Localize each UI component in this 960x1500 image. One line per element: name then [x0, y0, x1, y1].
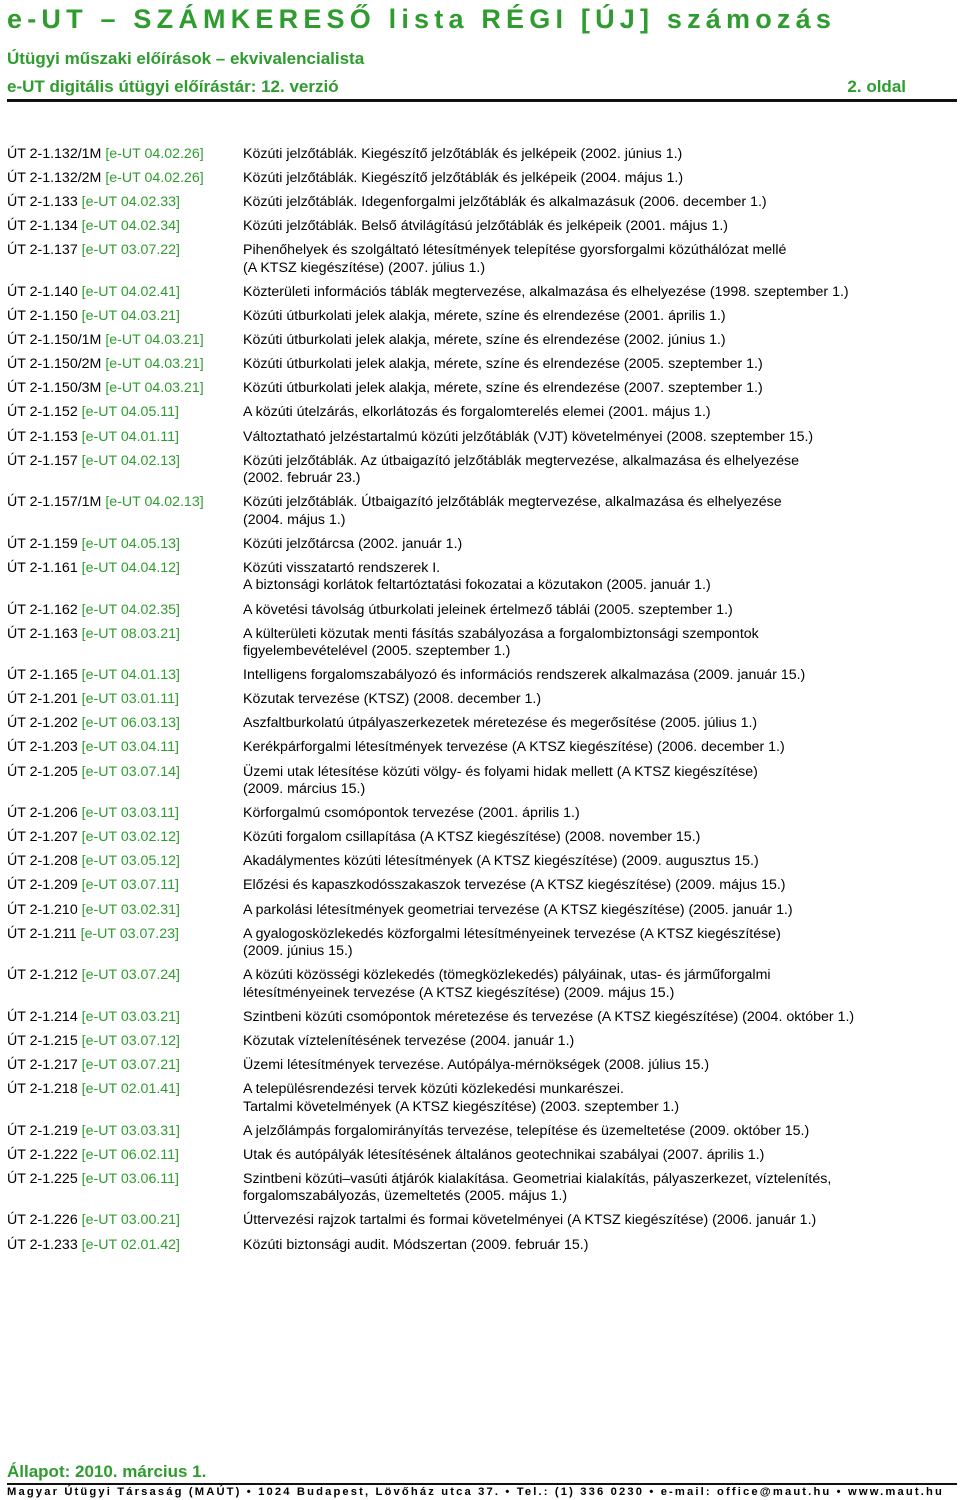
- old-code: ÚT 2-1.209: [7, 877, 78, 894]
- old-code: ÚT 2-1.226: [7, 1212, 78, 1229]
- standard-description: Aszfaltburkolatú útpályaszerkezetek méretezése és megerősítése (2005. július 1.): [243, 715, 758, 732]
- old-code: ÚT 2-1.132/1M: [7, 146, 102, 162]
- standard-description: Üzemi létesítmények tervezése. Autópálya-mérnökségek (2008. július 15.): [243, 1057, 710, 1073]
- standard-codes: [7, 170, 243, 188]
- standard-description: Pihenőhelyek és szolgáltató létesítmények telepítése gyorsforgalmi közúthálózat mellé (A KTSZ kiegészítése) (2007. július 1.): [243, 242, 787, 276]
- list-item: [7, 926, 952, 961]
- new-code: [e-UT 03.01.11]: [81, 691, 179, 708]
- list-item: [7, 853, 952, 871]
- standard-codes: [7, 1033, 243, 1051]
- standard-description: Közúti jelzőtáblák. Útbaigazító jelzőtáblák megtervezése, alkalmazása és elhelyezése (2004. május 1.): [243, 494, 782, 528]
- standard-codes: [7, 218, 243, 236]
- old-code: ÚT 2-1.201: [7, 691, 78, 708]
- new-code: [e-UT 03.02.31]: [81, 901, 180, 918]
- new-code: [e-UT 08.03.21]: [81, 625, 180, 642]
- standard-description: Közterületi információs táblák megtervezése, alkalmazása és elhelyezése (1998. szeptember 1.): [243, 283, 849, 300]
- footer-divider: [7, 1483, 957, 1485]
- list-item: [7, 494, 952, 529]
- standard-codes: [7, 1123, 243, 1141]
- standard-description: Közúti jelzőtárcsa (2002. január 1.): [243, 535, 463, 552]
- standard-codes: [7, 1237, 243, 1255]
- standard-codes: [7, 764, 243, 799]
- standard-description: Közúti forgalom csillapítása (A KTSZ kiegészítése) (2008. november 15.): [243, 829, 701, 846]
- new-code: [e-UT 04.03.21]: [81, 308, 180, 325]
- old-code: ÚT 2-1.211: [7, 925, 77, 942]
- standard-codes: [7, 967, 243, 1002]
- standard-description: A közúti útelzárás, elkorlátozás és forgalomterelés elemei (2001. május 1.): [243, 404, 711, 421]
- old-code: ÚT 2-1.153: [7, 428, 78, 445]
- standard-description: Kerékpárforgalmi létesítmények tervezése (A KTSZ kiegészítése) (2006. december 1.): [243, 739, 785, 756]
- list-item: [7, 308, 952, 326]
- old-code: ÚT 2-1.152: [7, 404, 78, 421]
- list-item: [7, 877, 952, 895]
- new-code: [e-UT 02.01.42]: [81, 1236, 180, 1253]
- list-item: [7, 536, 952, 554]
- old-code: ÚT 2-1.208: [7, 853, 78, 870]
- list-item: [7, 902, 952, 920]
- header-divider: [7, 99, 957, 102]
- standard-description: Utak és autópályák létesítésének általános geotechnikai szabályai (2007. április 1.): [243, 1146, 765, 1163]
- list-item: [7, 1237, 952, 1255]
- new-code: [e-UT 03.07.22]: [81, 242, 180, 259]
- standard-codes: [7, 926, 243, 961]
- standard-codes: [7, 829, 243, 847]
- list-item: [7, 1033, 952, 1051]
- old-code: ÚT 2-1.205: [7, 763, 78, 780]
- new-code: [e-UT 04.05.13]: [81, 535, 180, 552]
- standard-description: A követési távolság útburkolati jeleinek értelmező táblái (2005. szeptember 1.): [243, 601, 733, 618]
- old-code: ÚT 2-1.132/2M: [7, 170, 102, 187]
- standard-codes: [7, 1081, 243, 1116]
- old-code: ÚT 2-1.150/1M: [7, 332, 102, 349]
- status-date: Állapot: 2010. március 1.: [7, 1462, 207, 1481]
- standard-codes: [7, 1009, 243, 1027]
- new-code: [e-UT 04.03.21]: [105, 356, 204, 373]
- page-number: 2. oldal: [847, 77, 906, 96]
- standard-codes: [7, 667, 243, 685]
- old-code: ÚT 2-1.206: [7, 805, 78, 822]
- document-title: e-UT – SZÁMKERESŐ lista RÉGI [ÚJ] számozás: [7, 4, 837, 34]
- standard-description: Közúti útburkolati jelek alakja, mérete, színe és elrendezése (2007. szeptember 1.): [243, 380, 763, 397]
- list-item: [7, 967, 952, 1002]
- new-code: [e-UT 06.02.11]: [81, 1146, 179, 1163]
- old-code: ÚT 2-1.222: [7, 1146, 78, 1163]
- version-label: e-UT digitális útügyi előírástár: 12. verzió: [7, 77, 339, 96]
- list-item: [7, 1123, 952, 1141]
- list-item: [7, 626, 952, 661]
- list-item: [7, 1081, 952, 1116]
- standard-description: Szintbeni közúti–vasúti átjárók kialakítása. Geometriai kialakítás, pályaszerkezet, víztelenítés, forgalomszabályozás, üzemeltetés (2005. május 1.): [243, 1170, 832, 1205]
- old-code: ÚT 2-1.150: [7, 308, 78, 325]
- standard-description: A külterületi közutak menti fásítás szabályozása a forgalombiztonsági szempontok figyelembevételével (2005. szeptember 1.): [243, 625, 759, 660]
- standard-codes: [7, 1212, 243, 1230]
- new-code: [e-UT 04.02.26]: [105, 170, 204, 187]
- list-item: [7, 453, 952, 488]
- new-code: [e-UT 04.01.11]: [81, 428, 179, 445]
- new-code: [e-UT 03.07.11]: [81, 877, 179, 894]
- old-code: ÚT 2-1.163: [7, 625, 78, 642]
- publisher-contact: Magyar Útügyi Társaság (MAÚT) • 1024 Budapest, Lövőház utca 37. • Tel.: (1) 336 0230 • e-mail: office@maut.hu • www.maut.hu: [7, 1486, 944, 1498]
- standard-description: Körforgalmú csomópontok tervezése (2001. április 1.): [243, 805, 580, 822]
- list-item: [7, 602, 952, 620]
- standard-codes: [7, 308, 243, 326]
- list-item: [7, 1171, 952, 1206]
- standard-codes: [7, 560, 243, 595]
- new-code: [e-UT 03.04.11]: [81, 739, 179, 756]
- old-code: ÚT 2-1.137: [7, 242, 78, 259]
- list-item: [7, 1147, 952, 1165]
- list-item: [7, 242, 952, 277]
- standard-description: Közúti visszatartó rendszerek I. A biztonsági korlátok feltartóztatási fokozatai a közutakon (2005. január 1.): [243, 559, 711, 594]
- standard-codes: [7, 626, 243, 661]
- old-code: ÚT 2-1.140: [7, 283, 78, 300]
- standard-codes: [7, 536, 243, 554]
- new-code: [e-UT 04.05.11]: [81, 404, 179, 421]
- new-code: [e-UT 03.07.14]: [81, 763, 180, 780]
- standard-codes: [7, 453, 243, 488]
- new-code: [e-UT 03.00.21]: [81, 1212, 180, 1229]
- new-code: [e-UT 03.07.24]: [81, 967, 180, 984]
- new-code: [e-UT 04.02.41]: [81, 283, 180, 300]
- standard-description: Előzési és kapaszkodósszakaszok tervezése (A KTSZ kiegészítése) (2009. május 15.): [243, 877, 786, 894]
- old-code: ÚT 2-1.217: [7, 1057, 78, 1073]
- standard-description: Intelligens forgalomszabályozó és információs rendszerek alkalmazása (2009. január 15.): [243, 667, 806, 684]
- new-code: [e-UT 04.02.26]: [105, 146, 204, 162]
- list-item: [7, 715, 952, 733]
- standard-description: A jelzőlámpás forgalomirányítás tervezése, telepítése és üzemeltetése (2009. október 15.): [243, 1122, 810, 1139]
- list-item: [7, 1212, 952, 1230]
- old-code: ÚT 2-1.150/3M: [7, 380, 102, 397]
- list-item: [7, 356, 952, 374]
- standard-codes: [7, 715, 243, 733]
- standard-description: Szintbeni közúti csomópontok méretezése és tervezése (A KTSZ kiegészítése) (2004. október 1.): [243, 1008, 855, 1025]
- new-code: [e-UT 03.03.11]: [81, 805, 179, 822]
- standard-description: Közúti jelzőtáblák. Kiegészítő jelzőtáblák és jelképeik (2002. június 1.): [243, 146, 683, 162]
- old-code: ÚT 2-1.157/1M: [7, 494, 102, 511]
- old-code: ÚT 2-1.219: [7, 1122, 78, 1139]
- old-code: ÚT 2-1.210: [7, 901, 78, 918]
- standard-codes: [7, 602, 243, 620]
- new-code: [e-UT 04.02.34]: [81, 218, 180, 235]
- standard-codes: [7, 146, 243, 164]
- old-code: ÚT 2-1.157: [7, 452, 78, 469]
- standard-description: Közutak tervezése (KTSZ) (2008. december 1.): [243, 691, 542, 708]
- equivalence-list: [7, 146, 952, 1261]
- standard-description: Közutak víztelenítésének tervezése (2004. január 1.): [243, 1032, 575, 1049]
- standard-codes: [7, 332, 243, 350]
- standard-description: Közúti jelzőtáblák. Az útbaigazító jelzőtáblák megtervezése, alkalmazása és elhelyezése (2002. február 23.): [243, 452, 799, 487]
- new-code: [e-UT 06.03.13]: [81, 715, 180, 732]
- new-code: [e-UT 04.02.13]: [105, 494, 204, 511]
- standard-description: A parkolási létesítmények geometriai tervezése (A KTSZ kiegészítése) (2005. január 1.): [243, 901, 793, 918]
- old-code: ÚT 2-1.134: [7, 218, 78, 235]
- old-code: ÚT 2-1.133: [7, 194, 78, 211]
- list-item: [7, 170, 952, 188]
- list-item: [7, 560, 952, 595]
- standard-codes: [7, 194, 243, 212]
- standard-codes: [7, 805, 243, 823]
- standard-description: A településrendezési tervek közúti közlekedési munkarészei. Tartalmi követelmények (A KTSZ kiegészítése) (2003. szeptember 1.): [243, 1081, 680, 1115]
- list-item: [7, 146, 952, 164]
- standard-description: Közúti jelzőtáblák. Kiegészítő jelzőtáblák és jelképeik (2004. május 1.): [243, 170, 684, 187]
- list-item: [7, 829, 952, 847]
- list-item: [7, 764, 952, 799]
- standard-codes: [7, 380, 243, 398]
- list-item: [7, 194, 952, 212]
- standard-description: Közúti jelzőtáblák. Idegenforgalmi jelzőtáblák és alkalmazásuk (2006. december 1.): [243, 194, 767, 211]
- new-code: [e-UT 03.05.12]: [81, 853, 180, 870]
- old-code: ÚT 2-1.207: [7, 829, 78, 846]
- new-code: [e-UT 03.06.11]: [81, 1170, 179, 1187]
- standard-description: A gyalogosközlekedés közforgalmi létesítményeinek tervezése (A KTSZ kiegészítése) (2009. június 15.): [243, 925, 781, 960]
- list-item: [7, 667, 952, 685]
- old-code: ÚT 2-1.215: [7, 1032, 78, 1049]
- standard-description: Úttervezési rajzok tartalmi és formai követelményei (A KTSZ kiegészítése) (2006. január 1.): [243, 1212, 817, 1229]
- list-item: [7, 404, 952, 422]
- list-item: [7, 1057, 952, 1075]
- standard-codes: [7, 691, 243, 709]
- new-code: [e-UT 03.03.21]: [81, 1008, 180, 1025]
- standard-codes: [7, 739, 243, 757]
- list-item: [7, 429, 952, 447]
- new-code: [e-UT 03.07.12]: [81, 1032, 180, 1049]
- standard-codes: [7, 404, 243, 422]
- list-item: [7, 332, 952, 350]
- standard-codes: [7, 356, 243, 374]
- list-item: [7, 739, 952, 757]
- standard-codes: [7, 1057, 243, 1075]
- new-code: [e-UT 04.03.21]: [105, 332, 204, 349]
- list-item: [7, 805, 952, 823]
- old-code: ÚT 2-1.202: [7, 715, 78, 732]
- standard-description: Közúti jelzőtáblák. Belső átvilágítású jelzőtáblák és jelképeik (2001. május 1.): [243, 218, 729, 235]
- standard-description: Akadálymentes közúti létesítmények (A KTSZ kiegészítése) (2009. augusztus 15.): [243, 853, 759, 870]
- list-item: [7, 284, 952, 302]
- standard-codes: [7, 284, 243, 302]
- standard-description: Közúti útburkolati jelek alakja, mérete, színe és elrendezése (2001. április 1.): [243, 308, 726, 325]
- new-code: [e-UT 03.07.21]: [81, 1057, 180, 1073]
- old-code: ÚT 2-1.233: [7, 1236, 78, 1253]
- new-code: [e-UT 04.03.21]: [105, 380, 204, 397]
- standard-codes: [7, 902, 243, 920]
- list-item: [7, 380, 952, 398]
- standard-codes: [7, 1147, 243, 1165]
- new-code: [e-UT 04.02.33]: [81, 194, 180, 211]
- standard-description: Közúti útburkolati jelek alakja, mérete, színe és elrendezése (2005. szeptember 1.): [243, 356, 763, 373]
- standard-description: A közúti közösségi közlekedés (tömegközlekedés) pályáinak, utas- és járműforgalmi létesítményeinek tervezése (A KTSZ kiegészítése) (2009. május 15.): [243, 967, 771, 1001]
- old-code: ÚT 2-1.159: [7, 535, 78, 552]
- new-code: [e-UT 03.07.23]: [80, 925, 179, 942]
- standard-codes: [7, 494, 243, 529]
- standard-codes: [7, 877, 243, 895]
- standard-codes: [7, 429, 243, 447]
- standard-codes: [7, 242, 243, 277]
- old-code: ÚT 2-1.212: [7, 967, 78, 984]
- new-code: [e-UT 03.03.31]: [81, 1122, 180, 1139]
- list-item: [7, 691, 952, 709]
- standard-description: Közúti biztonsági audit. Módszertan (2009. február 15.): [243, 1236, 589, 1253]
- new-code: [e-UT 04.02.13]: [81, 452, 180, 469]
- list-item: [7, 1009, 952, 1027]
- old-code: ÚT 2-1.165: [7, 667, 78, 684]
- list-item: [7, 218, 952, 236]
- old-code: ÚT 2-1.161: [7, 559, 78, 576]
- new-code: [e-UT 04.02.35]: [81, 601, 180, 618]
- standard-codes: [7, 1171, 243, 1206]
- old-code: ÚT 2-1.203: [7, 739, 78, 756]
- standard-description: Változtatható jelzéstartalmú közúti jelzőtáblák (VJT) követelményei (2008. szeptember 15.): [243, 428, 814, 445]
- new-code: [e-UT 04.01.13]: [81, 667, 180, 684]
- old-code: ÚT 2-1.162: [7, 601, 78, 618]
- standard-description: Üzemi utak létesítése közúti völgy- és folyami hidak mellett (A KTSZ kiegészítése) (2009. március 15.): [243, 763, 758, 798]
- old-code: ÚT 2-1.214: [7, 1008, 78, 1025]
- new-code: [e-UT 04.04.12]: [81, 559, 180, 576]
- old-code: ÚT 2-1.225: [7, 1170, 78, 1187]
- new-code: [e-UT 03.02.12]: [81, 829, 180, 846]
- new-code: [e-UT 02.01.41]: [81, 1081, 180, 1098]
- old-code: ÚT 2-1.150/2M: [7, 356, 102, 373]
- old-code: ÚT 2-1.218: [7, 1081, 78, 1098]
- document-subtitle: Útügyi műszaki előírások – ekvivalencialista: [7, 49, 365, 68]
- standard-description: Közúti útburkolati jelek alakja, mérete, színe és elrendezése (2002. június 1.): [243, 332, 726, 349]
- standard-codes: [7, 853, 243, 871]
